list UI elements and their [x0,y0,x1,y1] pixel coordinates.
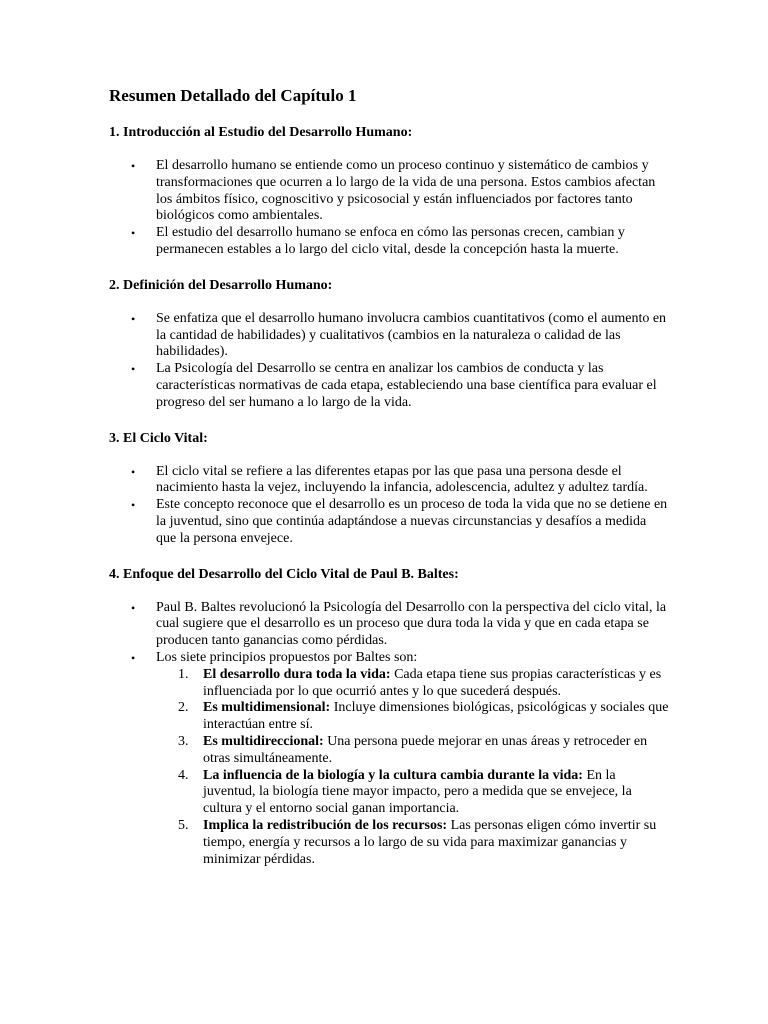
principle-item [156,734,669,768]
principle-title: La influencia de la biología y la cultura cambia durante la vida: [203,767,583,783]
list-item [109,361,669,411]
principle-number: 4. [178,767,189,783]
list-item [109,225,669,259]
list-item [109,650,669,868]
list-item [109,158,669,225]
section-heading: 1. Introducción al Estudio del Desarrollo Humano: [109,125,413,140]
list-item [109,600,669,650]
principle-text: Las personas eligen cómo invertir su tiempo, energía y recursos a lo largo de su vida para maximizar ganancias y minimizar pérdidas. [203,817,657,867]
bullet-icon: • [131,362,136,377]
principle-text: En la juventud, la biología tiene mayor impacto, pero a medida que se envejece, la cultura y el entorno social ganan importancia. [203,767,632,817]
bullet-list [109,464,669,548]
bullet-icon: • [131,311,136,326]
list-item-text: El ciclo vital se refiere a las diferentes etapas por las que pasa una persona desde el nacimiento hasta la vejez, incluyendo la infancia, adolescencia, adultez y adultez tardía. [156,463,648,496]
list-item-text: Paul B. Baltes revolucionó la Psicología del Desarrollo con la perspectiva del ciclo vital, la cual sugiere que el desarrollo es un proceso que dura toda la vida y que en cada etapa se producen tanto ganancias como pérdidas. [156,599,667,649]
section-heading: 4. Enfoque del Desarrollo del Ciclo Vital de Paul B. Baltes: [109,566,459,582]
principle-number: 2. [178,700,189,716]
principle-number: 1. [178,666,189,682]
principle-item [156,667,669,701]
list-item [109,464,669,498]
principle-title: Implica la redistribución de los recursos: [203,817,448,833]
document-content [109,86,669,886]
list-item-text: Este concepto reconoce que el desarrollo es un proceso de toda la vida que no se detiene en la juventud, sino que continúa adaptándose a nuevas circunstancias y desafíos a medida que la persona envejece. [156,497,668,546]
list-item-text: El estudio del desarrollo humano se enfoca en cómo las personas crecen, cambian y permanecen estables a lo largo del ciclo vital, desde la concepción hasta la muerte. [156,225,625,257]
principle-item [156,818,669,868]
list-item [109,497,669,547]
bullet-icon: • [131,226,136,241]
bullet-icon: • [131,159,136,173]
list-item [109,311,669,361]
principle-title: El desarrollo dura toda la vida: [203,666,391,682]
principle-text: Incluye dimensiones biológicas, psicológicas y sociales que interactúan entre sí. [203,700,669,733]
bullet-list [109,311,669,412]
list-item-text: La Psicología del Desarrollo se centra en analizar los cambios de conducta y las características normativas de cada etapa, estableciendo una base científica para evaluar el progreso del ser humano a lo largo de la vida. [156,361,657,410]
section-heading: 2. Definición del Desarrollo Humano: [109,277,333,293]
list-item-text: Se enfatiza que el desarrollo humano involucra cambios cuantitativos (como el aumento en la cantidad de habilidades) y cualitativos (cambios en la naturaleza o calidad de las habilidades). [156,310,667,360]
principle-text: Cada etapa tiene sus propias características y es influenciada por lo que ocurrió antes y lo que sucederá después. [203,666,662,699]
principle-item [156,700,669,734]
document-title: Resumen Detallado del Capítulo 1 [109,86,357,105]
list-item-text: El desarrollo humano se entiende como un proceso continuo y sistemático de cambios y transformaciones que ocurren a lo largo de la vida de una persona. Estos cambios afectan los ámbitos físico, cognoscitivo y psicosocial y están influenciados por factores tanto biológicos como ambientales. [156,158,656,224]
principles-list [156,667,669,869]
principle-number: 3. [178,733,189,749]
bullet-list [109,600,669,869]
list-item-text: Los siete principios propuestos por Baltes son: [156,649,418,665]
principle-title: Es multidimensional: [203,700,331,716]
principle-number: 5. [178,817,189,833]
bullet-icon: • [131,498,136,513]
principle-item [156,768,669,818]
bullet-icon: • [131,650,136,665]
section-heading: 3. El Ciclo Vital: [109,430,208,446]
bullet-icon: • [131,600,136,615]
principle-text: Una persona puede mejorar en unas áreas y retroceder en otras simultáneamente. [203,733,648,766]
principle-title: Es multidireccional: [203,733,324,749]
bullet-icon: • [131,464,136,479]
bullet-list [109,158,669,259]
